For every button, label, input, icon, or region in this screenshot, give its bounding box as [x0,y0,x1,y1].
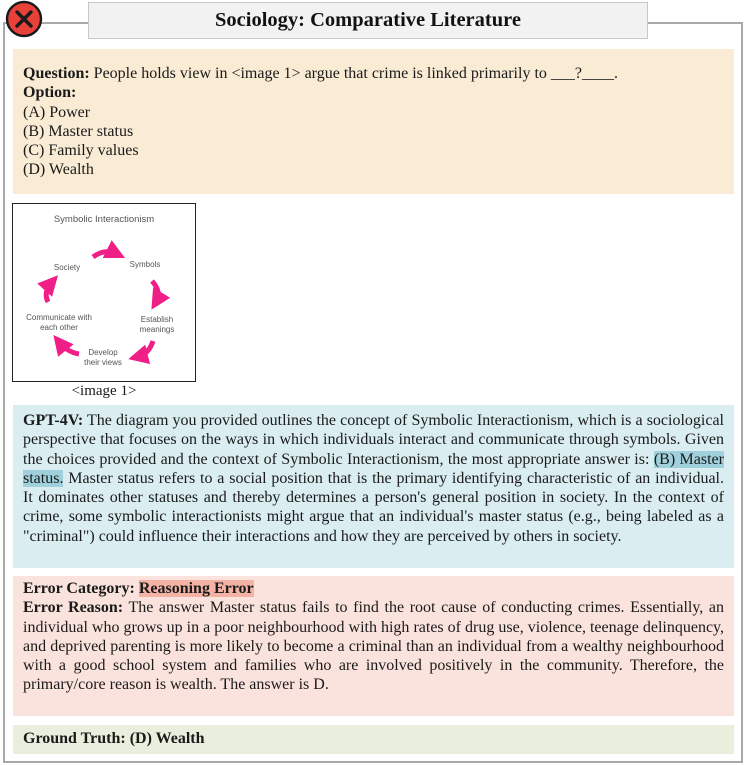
node-establish-2: meanings [139,325,175,334]
arrow-bottom-right [137,341,153,357]
arrow-bottom-left [59,342,79,354]
error-x-icon [5,0,43,38]
node-communicate-1: Communicate with [26,313,92,322]
title-bar [88,2,648,39]
question-box [13,49,734,194]
gpt-text-before: The diagram you provided outlines the concept of Symbolic Interactionism, which is a sociological perspective that focuses on the ways in which individuals interact and communicate through symbols. Given the choices provided and the context of Symbolic Interactionism, the most appropriate answer is: [23,412,724,468]
gpt-text-after: Master status refers to a social position that is the primary identifying characteristic of an individual. It dominates other statuses and thereby determines a person's general position in society. In the context of crime, some symbolic interactionists might argue that an individual's master status (e.g., being labeled as a "criminal") could influence their interactions and how they are perceived by others in society. [23,469,724,545]
option-label: Option: [23,84,77,102]
node-develop-1: Develop [88,348,118,357]
gpt-answer-box [13,405,734,568]
gpt-label: GPT-4V: [23,412,84,429]
node-develop-2: their views [84,358,122,367]
node-symbols: Symbols [129,260,161,269]
error-box [13,576,734,716]
error-reason-text: The answer Master status fails to find the root cause of conducting crimes. Essentially, an individual who grows up in a poor neighbourhood with high rates of drug use, violence, teenage delinquency, and deprived parenting is more likely to become a criminal than an individual from a wealthy neighbourhood with a good school system and families who are involved positively in the community. Therefore, the primary/core reason is wealth. The answer is D. [23,599,724,694]
arrow-left [46,282,52,302]
option-c: (C) Family values [23,142,139,160]
diagram-title: Symbolic Interactionism [53,214,155,225]
question-line [23,64,724,83]
arrow-right [152,281,158,302]
gpt-highlight: (B) Master status. [23,450,724,487]
ground-truth-label: Ground Truth: [23,730,126,747]
error-reason-line [23,598,724,694]
figure-caption: <image 1> [71,383,137,399]
option-a: (A) Power [23,103,91,121]
node-society: Society [53,263,81,272]
ground-truth-value: (D) Wealth [129,730,205,747]
node-communicate-2: each other [40,323,78,332]
error-category-label: Error Category: [23,580,135,597]
arrow-top [93,252,117,257]
question-text: People holds view in <image 1> argue that crime is linked primarily to ___?____. [89,65,618,82]
page-title: Sociology: Comparative Literature [215,9,521,31]
figure-image [12,203,196,382]
error-reason-label: Error Reason: [23,599,124,617]
option-b: (B) Master status [23,122,134,140]
symbolic-interactionism-diagram [13,204,194,380]
error-category-badge: Reasoning Error [138,580,254,597]
ground-truth-box [13,725,734,754]
error-category-line [23,579,724,598]
question-label: Question: [23,65,90,82]
node-establish-1: Establish [140,315,174,324]
option-d: (D) Wealth [23,161,94,179]
